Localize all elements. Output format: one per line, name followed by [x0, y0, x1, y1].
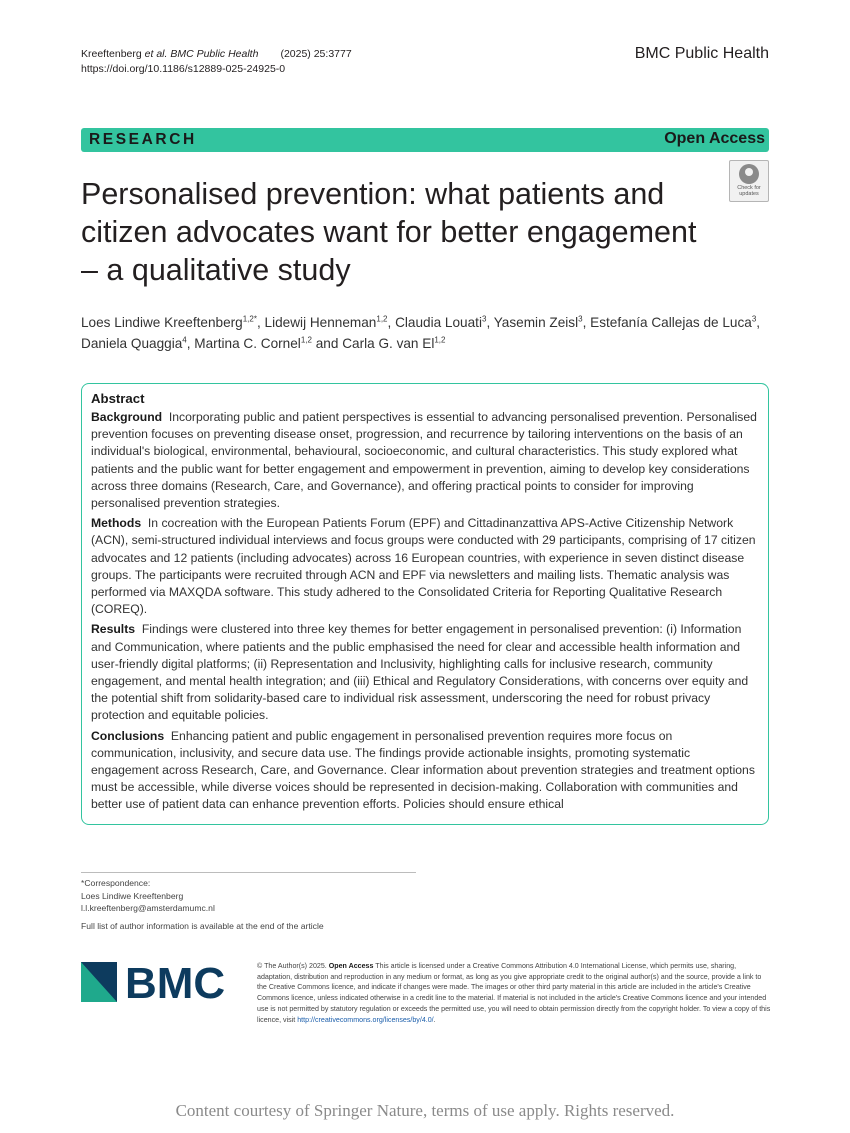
abstract-conclusions — [91, 728, 759, 814]
running-header — [81, 47, 352, 77]
abstract-heading: Abstract — [91, 391, 145, 406]
license-body: This article is licensed under a Creative Commons Attribution 4.0 International License, which permits use, sharing, adaptation, distribution and reproduction in any medium or format, as long as you give appropriate credit to the original author(s) and the source, provide a link to the Creative Commons licence, and indicate if changes were made. The images or other third party material in this article are included in the article's Creative Commons licence, unless indicated otherwise in a credit line to the material. If material is not included in the article's Creative Commons licence and your intended use is not permitted by statutory regulation or exceeds the permitted use, you will need to obtain permission directly from the copyright holder. To view a copy of this licence, visit — [257, 962, 771, 1024]
abstract-box — [81, 383, 769, 825]
header-author: Kreeftenberg — [81, 48, 142, 60]
article-title: Personalised prevention: what patients and citizen advocates want for better engagement – a qualitative study — [81, 177, 697, 287]
open-access-label: Open Access — [664, 130, 765, 147]
author-affiliation: 3 — [578, 314, 583, 324]
author-name[interactable]: Carla G. van El — [342, 336, 435, 351]
author-affiliation: 4 — [182, 335, 187, 345]
bmc-logo — [81, 960, 241, 1004]
doi-link[interactable]: https://doi.org/10.1186/s12889-025-24925-0 — [81, 63, 286, 75]
citation-line — [81, 47, 352, 62]
courtesy-watermark: Content courtesy of Springer Nature, terms of use apply. Rights reserved. — [175, 1101, 675, 1120]
author-affiliation: 1,2 — [434, 335, 446, 345]
journal-name: BMC Public Health — [634, 45, 769, 62]
author-name[interactable]: Yasemin Zeisl — [493, 315, 579, 330]
abstract-results — [91, 621, 759, 724]
check-for-updates-button[interactable] — [729, 160, 769, 202]
author-affiliation: 1,2* — [242, 314, 257, 324]
author-affiliation: 3 — [751, 314, 757, 324]
crossmark-icon — [739, 164, 759, 184]
license-statement: © The Author(s) 2025. Open Access This article is licensed under a Creative Commons Attribution 4.0 International License, which permits use, sharing, adaptation, distribution and reproduction in any medium or format, as long as you give appropriate credit to the original author(s) and the source, provide a link to the Creative Commons licence, and indicate if changes were made. The images or other third party material in this article are included in the article's Creative Commons licence, unless indicated otherwise in a credit line to the material. If material is not included in the article's Creative Commons licence and your intended use is not permitted by statutory regulation or exceeds the permitted use, you will need to obtain permission directly from the copyright holder. To view a copy of this licence, visit http://creativecommons.org/licenses/by/4.0/. — [257, 962, 771, 1024]
author-list: Loes Lindiwe Kreeftenberg$^{1,2*}$, Lidewij Henneman$^{1,2}$, Claudia Louati$^3$, Yasemin Zeisl$^3$, Estefanía Callejas de Luca$^3$, Daniela Quaggia$^4$, Martina C. Cornel$^{1,2}$ and Carla G. van El$^{1,2}$ — [81, 314, 761, 351]
conclusions-heading: Conclusions — [91, 728, 165, 743]
article-type-bar — [81, 128, 769, 152]
author-info-note: Full list of author information is available at the end of the article — [81, 921, 324, 931]
author-name[interactable]: Martina C. Cornel — [194, 336, 301, 351]
author-name[interactable]: Loes Lindiwe Kreeftenberg — [81, 315, 243, 330]
copyright-text: © The Author(s) 2025. — [257, 962, 327, 970]
license-link[interactable]: http://creativecommons.org/licenses/by/4.0/ — [297, 1015, 434, 1024]
correspondence-block — [81, 877, 215, 915]
author-name[interactable]: Estefanía Callejas de Luca — [590, 315, 752, 330]
abstract-methods — [91, 515, 759, 618]
author-affiliation: 1,2 — [376, 314, 388, 324]
background-heading: Background — [91, 410, 163, 424]
methods-text: In cocreation with the European Patients Forum (EPF) and Cittadinanzattiva APS-Active Citizenship Network (ACN), semi-structured individual interviews and focus groups were conducted with 29 participants, comprising of 17 citizen advocates and 12 patients (including advocates) across 16 European countries, with experience in seven distinct disease groups. The participants were recruited through ACN and EPF via newsletters and mailing lists. Thematic analysis was performed via MAXQDA software. This study adhered to the Consolidated Criteria for Reporting Qualitative Research (COREQ). — [91, 516, 756, 617]
conclusions-text: Enhancing patient and public engagement in personalised prevention requires more focus on communication, inclusivity, and secure data use. The findings provide actionable insights, promoting systematic engagement across Research, Care, and Governance. Clear information about prevention strategies and treatment options must be accessible, while diverse voices should be represented in decision-making. Collaboration with communities and better use of patient data can enhance prevention efforts. Policies should ensure ethical — [91, 728, 755, 812]
check-for-updates-label: Check for updates — [737, 185, 761, 197]
author-affiliation: 1,2 — [300, 335, 312, 345]
author-affiliation: 3 — [481, 314, 487, 324]
correspondence-name: Loes Lindiwe Kreeftenberg — [81, 890, 184, 901]
author-name[interactable]: Lidewij Henneman — [264, 315, 377, 330]
results-text: Findings were clustered into three key themes for better engagement in personalised prevention: (i) Information and Communication, where patients and the public emphasised the need for clear and accessible health information and user-friendly digital platforms; (ii) Representation and Inclusivity, highlighting calls for inclusive research, community engagement, and mental health integration; and (iii) Ethical and Regulatory Considerations, with concerns over equity and the potential shift from solidarity-based care to individual risk assessment, underscoring the need for robust privacy protection and equitable policies. — [91, 622, 749, 723]
results-heading: Results — [91, 622, 136, 637]
license-open-access: Open Access — [328, 962, 374, 970]
correspondence-email[interactable]: l.l.kreeftenberg@amsterdamumc.nl — [81, 903, 215, 913]
article-type-label: RESEARCH — [89, 131, 197, 148]
header-citation: (2025) 25:3777 — [280, 48, 352, 60]
header-journal: et al. BMC Public Health — [144, 48, 259, 60]
background-text: Incorporating public and patient perspectives is essential to advancing personalised prevention. Personalised prevention focuses on preventing disease onset, progression, and recurrence by tailoring interventions on the basis of an individual's biological, environmental, behavioural, socioeconomic, and cultural characteristics. This study explored what patients and the public want for better engagement and empowerment in prevention, aiming to develop key considerations across three domains (Research, Care, and Governance), and offering practical points to consider for improving personalised prevention strategies. — [91, 410, 757, 511]
author-name[interactable]: Daniela Quaggia — [81, 336, 183, 351]
author-name[interactable]: Claudia Louati — [395, 315, 482, 330]
methods-heading: Methods — [91, 516, 142, 531]
abstract-background — [91, 409, 759, 512]
footnote-divider — [81, 872, 416, 873]
bmc-logo-text: BMC — [125, 960, 226, 1004]
correspondence-label: *Correspondence: — [81, 878, 151, 888]
